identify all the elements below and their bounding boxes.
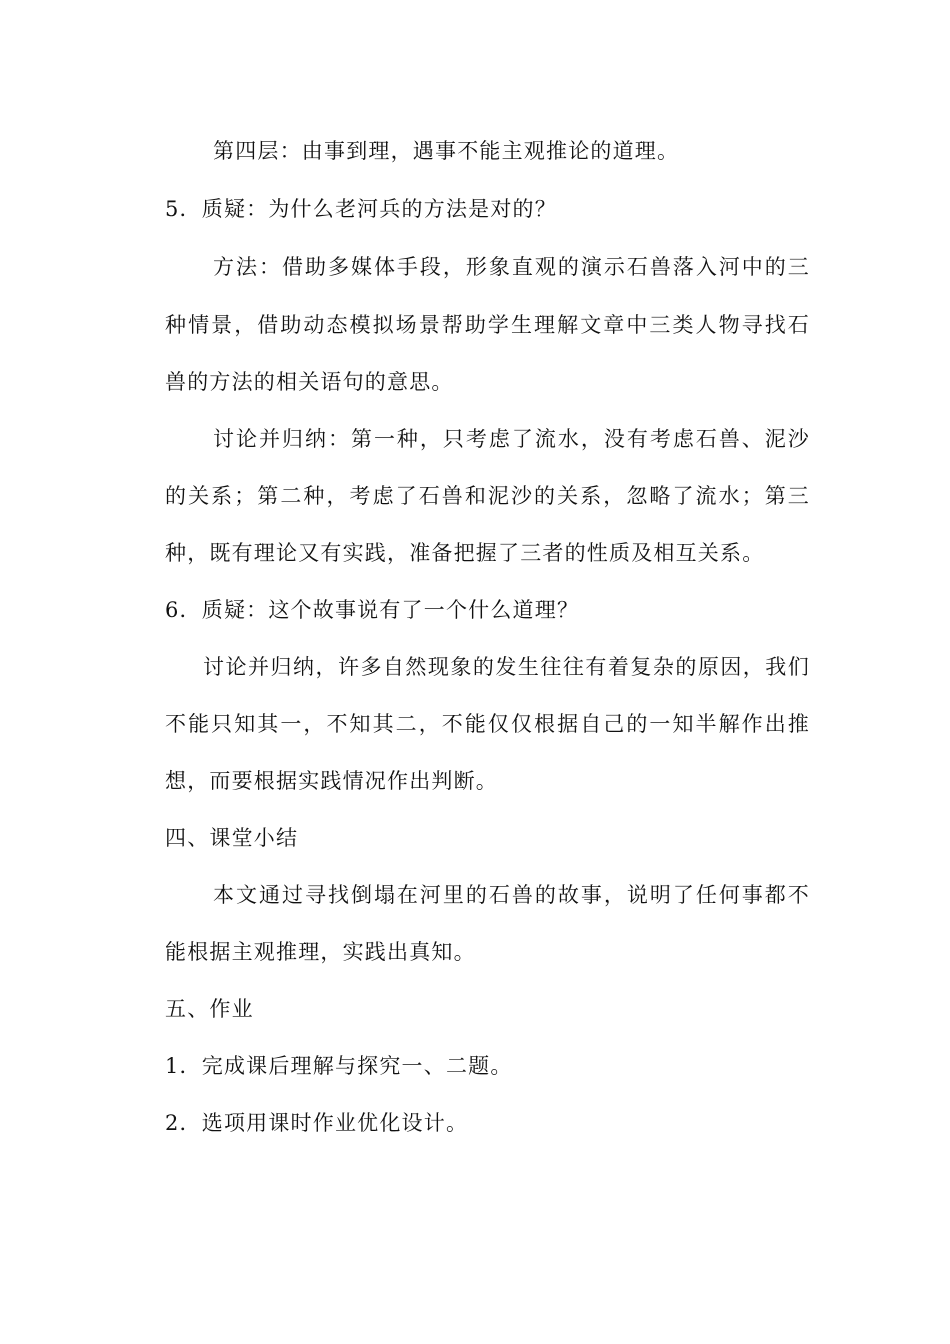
summary-line-2: 能根据主观推理，实践出真知。 — [165, 940, 476, 964]
text-line-layer4: 第四层：由事到理，遇事不能主观推论的道理。 — [213, 139, 680, 163]
method-line-3: 兽的方法的相关语句的意思。 — [165, 370, 454, 394]
discussion-line-1: 讨论并归纳：第一种，只考虑了流水，没有考虑石兽、泥沙 — [213, 427, 810, 451]
method-line-1: 方法：借助多媒体手段，形象直观的演示石兽落入河中的三 — [213, 255, 810, 279]
question-5: 5．质疑：为什么老河兵的方法是对的？ — [165, 197, 557, 221]
question-6: 6．质疑：这个故事说有了一个什么道理？ — [165, 598, 580, 622]
discussion-line-2: 的关系；第二种，考虑了石兽和泥沙的关系，忽略了流水；第三 — [165, 484, 810, 508]
homework-item-1: 1．完成课后理解与探究一、二题。 — [165, 1054, 513, 1078]
conclusion-line-3: 想，而要根据实践情况作出判断。 — [165, 769, 498, 793]
conclusion-line-1: 讨论并归纳，许多自然现象的发生往往有着复杂的原因，我们 — [203, 655, 810, 679]
section-heading-homework: 五、作业 — [165, 997, 254, 1021]
section-heading-summary: 四、课堂小结 — [165, 826, 299, 850]
summary-line-1: 本文通过寻找倒塌在河里的石兽的故事，说明了任何事都不 — [213, 883, 810, 907]
homework-item-2: 2．选项用课时作业优化设计。 — [165, 1111, 469, 1135]
conclusion-line-2: 不能只知其一，不知其二，不能仅仅根据自己的一知半解作出推 — [165, 712, 810, 736]
discussion-line-3: 种，既有理论又有实践，准备把握了三者的性质及相互关系。 — [165, 541, 765, 565]
method-line-2: 种情景，借助动态模拟场景帮助学生理解文章中三类人物寻找石 — [165, 313, 810, 337]
